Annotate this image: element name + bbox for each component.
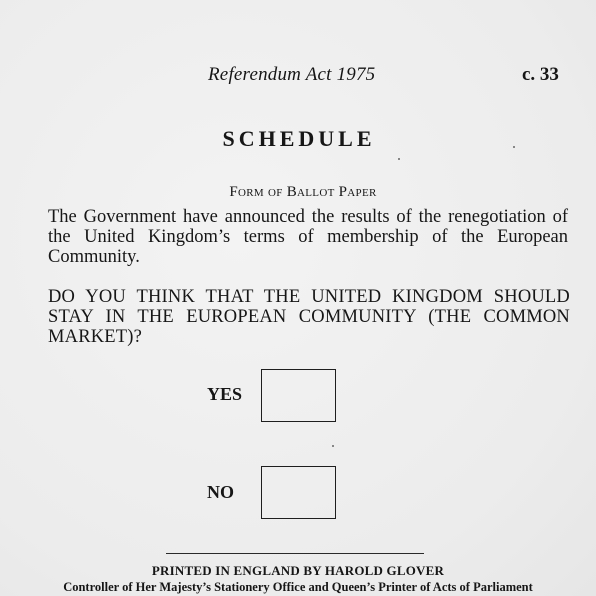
footer-divider	[166, 553, 424, 554]
act-title: Referendum Act 1975	[208, 64, 376, 85]
intro-paragraph: The Government have announced the results of the renegotiation of the United Kingdom’s terms of membership of the European Community.	[48, 207, 568, 267]
yes-label: YES	[207, 384, 243, 404]
schedule-heading: SCHEDULE	[222, 126, 376, 151]
paper-speck	[513, 146, 515, 148]
chapter-number: c. 33	[522, 64, 559, 85]
controller-credit: Controller of Her Majesty’s Stationery Office and Queen’s Printer of Acts of Parliament	[63, 580, 533, 594]
yes-vote-box[interactable]	[261, 369, 336, 422]
no-label: NO	[207, 482, 234, 502]
no-vote-box[interactable]	[261, 466, 336, 519]
referendum-question: DO YOU THINK THAT THE UNITED KINGDOM SHOULD STAY IN THE EUROPEAN COMMUNITY (THE COMMON MARKET)?	[48, 287, 570, 347]
paper-speck	[332, 445, 334, 447]
form-heading: Form of Ballot Paper	[229, 184, 377, 200]
paper-speck	[398, 158, 400, 160]
printer-credit: PRINTED IN ENGLAND BY HAROLD GLOVER	[151, 563, 445, 578]
